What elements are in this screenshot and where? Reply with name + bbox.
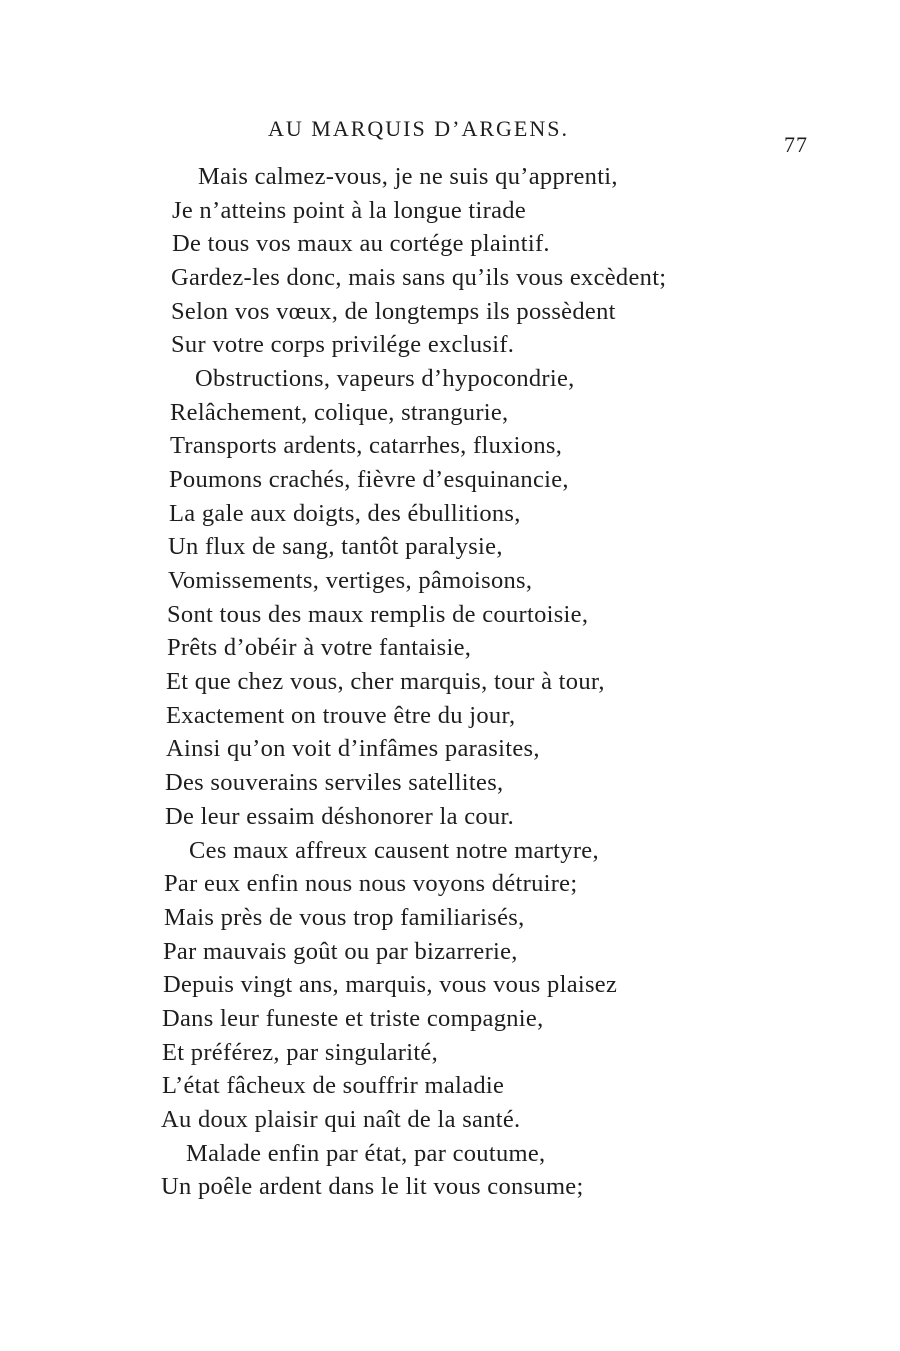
verse-line: Depuis vingt ans, marquis, vous vous plaisez [163,971,618,998]
verse-line: Sont tous des maux remplis de courtoisie, [167,601,589,628]
verse-line: Dans leur funeste et triste compagnie, [162,1005,544,1032]
verse-line: Sur votre corps privilége exclusif. [171,331,515,358]
verse-line: Des souverains serviles satellites, [165,769,504,796]
verse-line: Au doux plaisir qui naît de la santé. [161,1106,521,1133]
verse-line: Un poêle ardent dans le lit vous consume; [161,1173,584,1200]
verse-line: Ces maux affreux causent notre martyre, [189,837,599,864]
running-title: AU MARQUIS D’ARGENS. [268,116,569,141]
page-number: 77 [784,132,808,157]
verse-line: Transports ardents, catarrhes, fluxions, [170,432,563,459]
verse-line: Un flux de sang, tantôt paralysie, [168,533,503,560]
verse-line: Ainsi qu’on voit d’infâmes parasites, [166,735,540,762]
verse-line: De tous vos maux au cortége plaintif. [172,230,550,257]
verse-line: La gale aux doigts, des ébullitions, [169,500,521,527]
verse-line: Par eux enfin nous nous voyons détruire; [164,870,578,897]
verse-line: Selon vos vœux, de longtemps ils possèdent [171,298,616,325]
verse-line: Vomissements, vertiges, pâmoisons, [168,567,533,594]
verse-line: Gardez-les donc, mais sans qu’ils vous excèdent; [171,264,667,291]
verse-line: Prêts d’obéir à votre fantaisie, [167,634,472,661]
verse-line: Et préférez, par singularité, [162,1039,439,1066]
verse-line: Obstructions, vapeurs d’hypocondrie, [195,365,575,392]
verse-line: Relâchement, colique, strangurie, [170,399,509,426]
verse-line: Par mauvais goût ou par bizarrerie, [163,938,518,965]
verse-line: Et que chez vous, cher marquis, tour à tour, [166,668,605,695]
verse-line: Poumons crachés, fièvre d’esquinancie, [169,466,569,493]
verse-line: Je n’atteins point à la longue tirade [172,197,526,224]
verse-line: De leur essaim déshonorer la cour. [165,803,515,830]
verse-line: Mais calmez-vous, je ne suis qu’apprenti, [198,163,618,190]
verse-line: Mais près de vous trop familiarisés, [164,904,525,931]
verse-line: Exactement on trouve être du jour, [166,702,516,729]
verse-line: L’état fâcheux de souffrir maladie [162,1072,505,1099]
verse-line: Malade enfin par état, par coutume, [186,1140,546,1167]
